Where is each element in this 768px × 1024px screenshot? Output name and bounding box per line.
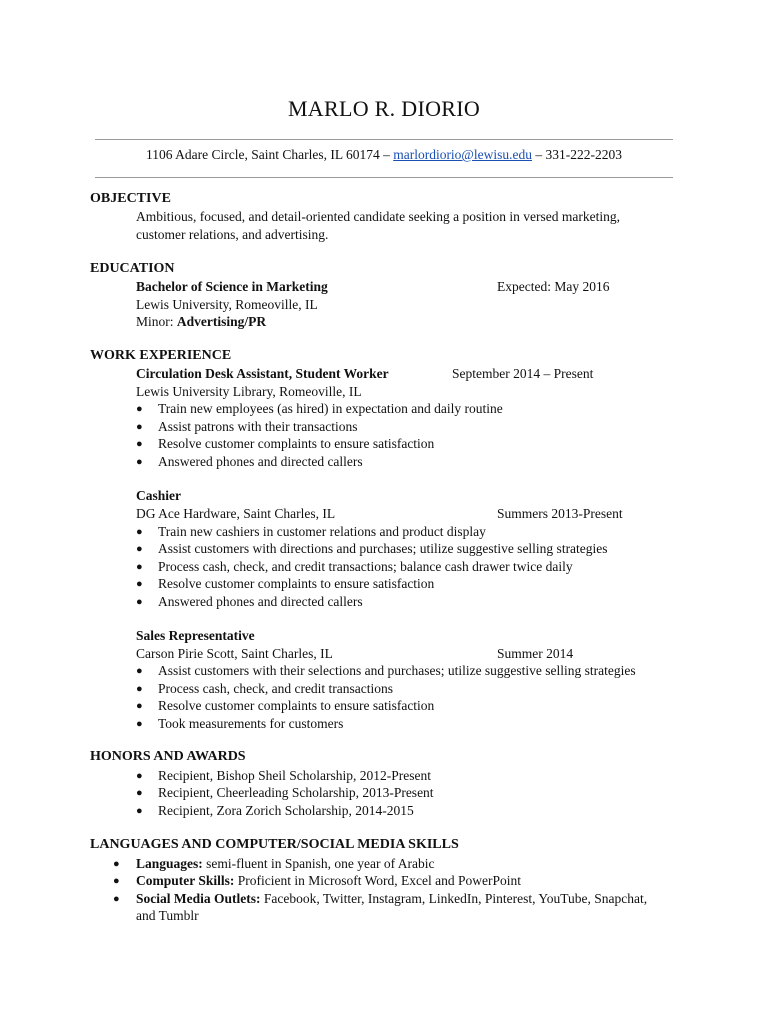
skill-wrap: and Tumblr — [136, 908, 199, 923]
top-divider — [95, 139, 673, 140]
job-bullet: Resolve customer complaints to ensure satisfaction — [158, 436, 435, 451]
job-employer: Lewis University Library, Romeoville, IL — [136, 384, 362, 399]
job-bullet: Assist customers with their selections and purchases; utilize suggestive selling strategies — [158, 663, 636, 678]
skill-item — [136, 872, 521, 890]
bullet-icon: ● — [136, 421, 143, 433]
contact-line — [0, 147, 768, 163]
job-bullet: Resolve customer complaints to ensure satisfaction — [158, 698, 435, 713]
email-link[interactable]: marlordiorio@lewisu.edu — [393, 147, 532, 162]
job-bullet: Resolve customer complaints to ensure satisfaction — [158, 576, 435, 591]
skill-label: Computer Skills: — [136, 873, 235, 888]
job-bullet: Assist customers with directions and purchases; utilize suggestive selling strategies — [158, 541, 608, 556]
job-title: Sales Representative — [136, 628, 255, 643]
job-bullet: Process cash, check, and credit transactions — [158, 681, 394, 696]
job-dates: Summers 2013-Present — [497, 506, 623, 521]
honors-heading: HONORS AND AWARDS — [90, 749, 246, 764]
job-bullet: Train new cashiers in customer relations and product display — [158, 524, 486, 539]
skill-item — [136, 890, 647, 908]
bullet-icon: ● — [113, 893, 120, 905]
job-bullet: Answered phones and directed callers — [158, 594, 363, 609]
skill-text: semi-fluent in Spanish, one year of Arabic — [202, 856, 435, 871]
bullet-icon: ● — [113, 875, 120, 887]
bullet-icon: ● — [136, 438, 143, 450]
job-dates: September 2014 – Present — [452, 366, 594, 381]
bottom-divider — [95, 177, 673, 178]
bullet-icon: ● — [136, 561, 143, 573]
contact-phone: – 331-222-2203 — [531, 147, 622, 162]
bullet-icon: ● — [136, 543, 143, 555]
work-heading: WORK EXPERIENCE — [90, 348, 232, 363]
skill-label: Social Media Outlets: — [136, 891, 261, 906]
bullet-icon: ● — [136, 770, 143, 782]
school-name: Lewis University, Romeoville, IL — [136, 297, 318, 312]
job-bullet: Assist patrons with their transactions — [158, 419, 358, 434]
job-dates: Summer 2014 — [497, 646, 574, 661]
skill-text: Proficient in Microsoft Word, Excel and PowerPoint — [234, 873, 522, 888]
objective-line: Ambitious, focused, and detail-oriented candidate seeking a position in versed marketing, — [136, 209, 620, 224]
resume-name: MARLO R. DIORIO — [287, 96, 481, 121]
bullet-icon: ● — [136, 526, 143, 538]
job-bullet: Train new employees (as hired) in expectation and daily routine — [158, 401, 503, 416]
contact-address: 1106 Adare Circle, Saint Charles, IL 60174 – — [146, 147, 394, 162]
job-employer: DG Ace Hardware, Saint Charles, IL — [136, 506, 336, 521]
bullet-icon: ● — [136, 718, 143, 730]
bullet-icon: ● — [136, 683, 143, 695]
job-title: Circulation Desk Assistant, Student Worker — [136, 366, 389, 381]
degree-title: Bachelor of Science in Marketing — [136, 279, 328, 294]
bullet-icon: ● — [136, 456, 143, 468]
minor-line — [136, 313, 266, 331]
job-bullet: Took measurements for customers — [158, 716, 344, 731]
education-heading: EDUCATION — [90, 261, 175, 276]
bullet-icon: ● — [136, 665, 143, 677]
minor-label: Minor: — [136, 314, 177, 329]
objective-line: customer relations, and advertising. — [136, 227, 329, 242]
honor-item: Recipient, Bishop Sheil Scholarship, 2012-Present — [158, 768, 431, 783]
skill-item — [136, 855, 434, 873]
bullet-icon: ● — [136, 805, 143, 817]
minor-value: Advertising/PR — [176, 314, 267, 329]
job-employer: Carson Pirie Scott, Saint Charles, IL — [136, 646, 333, 661]
job-bullet: Answered phones and directed callers — [158, 454, 363, 469]
honor-item: Recipient, Zora Zorich Scholarship, 2014-2015 — [158, 803, 414, 818]
skills-heading: LANGUAGES AND COMPUTER/SOCIAL MEDIA SKILLS — [90, 837, 459, 852]
job-title: Cashier — [136, 488, 181, 503]
bullet-icon: ● — [136, 596, 143, 608]
bullet-icon: ● — [136, 787, 143, 799]
skill-label: Languages: — [136, 856, 203, 871]
bullet-icon: ● — [136, 700, 143, 712]
honor-item: Recipient, Cheerleading Scholarship, 2013-Present — [158, 785, 434, 800]
skill-text: Facebook, Twitter, Instagram, LinkedIn, Pinterest, YouTube, Snapchat, — [260, 891, 648, 906]
degree-date: Expected: May 2016 — [497, 279, 610, 294]
objective-heading: OBJECTIVE — [90, 191, 171, 206]
bullet-icon: ● — [136, 403, 143, 415]
bullet-icon: ● — [113, 858, 120, 870]
job-bullet: Process cash, check, and credit transactions; balance cash drawer twice daily — [158, 559, 573, 574]
bullet-icon: ● — [136, 578, 143, 590]
